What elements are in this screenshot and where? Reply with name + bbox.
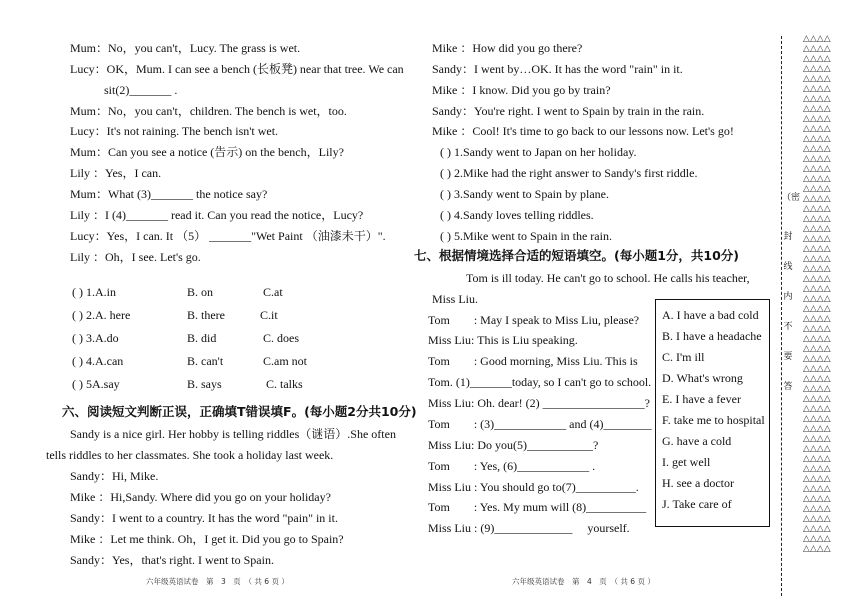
- choice-c: C. talks: [266, 377, 303, 391]
- judgement-item: ( ) 4.Sandy loves telling riddles.: [440, 208, 594, 222]
- option-item: B. I have a headache: [662, 329, 762, 343]
- judgement-item: ( ) 1.Sandy went to Japan on her holiday.: [440, 145, 637, 159]
- dialogue-line: Mike ：Let me think. Oh，I get it. Did you go to Spain?: [70, 532, 344, 546]
- option-item: F. take me to hospital: [662, 413, 765, 427]
- dialogue-line: Lily ：Oh，I see. Let's go.: [70, 250, 201, 264]
- option-item: H. see a doctor: [662, 476, 734, 490]
- choice-b: B. there: [187, 308, 225, 322]
- options-box: [655, 299, 770, 527]
- option-item: A. I have a bad cold: [662, 308, 759, 322]
- option-item: C. I'm ill: [662, 350, 705, 364]
- dialogue-line: sit(2)_______ .: [104, 83, 178, 97]
- dialogue-line: Miss Liu : You should go to(7)__________.: [428, 480, 639, 494]
- dialogue-line: Mike ：Hi,Sandy. Where did you go on your holiday?: [70, 490, 331, 504]
- dialogue-line: Lucy：OK，Mum. I can see a bench (长板凳) near that tree. We can: [70, 62, 404, 76]
- page-footer: 六年级英语试卷 第 3 页 （ 共 6 页 ）: [146, 577, 289, 586]
- choice-a: ( ) 1.A.in: [72, 285, 116, 299]
- seal-char: 封: [783, 232, 793, 242]
- intro-line: Miss Liu.: [432, 292, 479, 306]
- choice-b: B. on: [187, 285, 214, 299]
- choice-c: C.at: [263, 285, 283, 299]
- dialogue-line: Tom. (1)_______today, so I can't go to school.: [428, 375, 652, 389]
- dialogue-line: Tom : Yes. My mum will (8)__________: [428, 500, 647, 514]
- dialogue-line: Tom : Good morning, Miss Liu. This is: [428, 354, 638, 368]
- intro-line: Tom is ill today. He can't go to school. He calls his teacher,: [466, 271, 750, 285]
- dialogue-line: Lily ：I (4)_______ read it. Can you read the notice，Lucy?: [70, 208, 364, 222]
- seal-char: 答: [783, 382, 793, 392]
- choice-c: C. does: [263, 331, 299, 345]
- option-item: J. Take care of: [662, 497, 732, 511]
- option-item: D. What's wrong: [662, 371, 743, 385]
- judgement-item: ( ) 2.Mike had the right answer to Sandy's first riddle.: [440, 166, 698, 180]
- dialogue-line: Mum：No，you can't，Lucy. The grass is wet.: [70, 41, 301, 55]
- dialogue-line: Miss Liu : (9)_____________ yourself.: [428, 521, 630, 535]
- choice-c: C.it: [260, 308, 278, 322]
- option-item: E. I have a fever: [662, 392, 741, 406]
- dialogue-line: Sandy：Hi, Mike.: [70, 469, 159, 483]
- dialogue-line: Miss Liu: Do you(5)___________?: [428, 438, 599, 452]
- dialogue-line: Tom : (3)____________ and (4)________: [428, 417, 652, 431]
- page-footer: 六年级英语试卷 第 4 页 （ 共 6 页 ）: [512, 577, 655, 586]
- passage-line: Sandy is a nice girl. Her hobby is telling riddles（谜语）.She often: [70, 427, 396, 441]
- dialogue-line: Miss Liu: This is Liu speaking.: [428, 333, 578, 347]
- choice-a: ( ) 5A.say: [72, 377, 120, 391]
- dialogue-line: Lucy：Yes，I can. It （5） _______"Wet Paint （油漆未干）".: [70, 229, 386, 243]
- section-7-title: 七、根据情境选择合适的短语填空。(每小题1分，共10分): [414, 248, 740, 263]
- dialogue-line: Tom : Yes, (6)____________ .: [428, 459, 596, 473]
- dialogue-line: Tom : May I speak to Miss Liu, please?: [428, 313, 640, 327]
- choice-a: ( ) 4.A.can: [72, 354, 124, 368]
- choice-b: B. can't: [187, 354, 224, 368]
- seal-char: （密: [782, 193, 801, 203]
- option-item: I. get well: [662, 455, 711, 469]
- dialogue-line: Sandy：Yes，that's right. I went to Spain.: [70, 553, 274, 567]
- choice-c: C.am not: [263, 354, 307, 368]
- passage-line: tells riddles to her classmates. She took a holiday last week.: [46, 448, 334, 462]
- dialogue-line: Miss Liu: Oh. dear! (2) _________________?: [428, 396, 650, 410]
- judgement-item: ( ) 5.Mike went to Spain in the rain.: [440, 229, 612, 243]
- judgement-item: ( ) 3.Sandy went to Spain by plane.: [440, 187, 609, 201]
- dialogue-line: Sandy：You're right. I went to Spain by train in the rain.: [432, 104, 705, 118]
- choice-b: B. did: [187, 331, 217, 345]
- seal-char: 线: [783, 262, 793, 272]
- choice-a: ( ) 3.A.do: [72, 331, 119, 345]
- dialogue-line: Mum：No，you can't，children. The bench is wet，too.: [70, 104, 347, 118]
- dialogue-line: Sandy：I went to a country. It has the word "pain" in it.: [70, 511, 338, 525]
- dialogue-line: Sandy：I went by…OK. It has the word "rain" in it.: [432, 62, 683, 76]
- choice-a: ( ) 2.A. here: [72, 308, 131, 322]
- dialogue-line: Mum：Can you see a notice (告示) on the bench，Lily?: [70, 145, 344, 159]
- dialogue-line: Mike ：How did you go there?: [432, 41, 583, 55]
- dialogue-line: Lily ：Yes，I can.: [70, 166, 162, 180]
- seal-char: 不: [783, 322, 793, 332]
- seal-char: 要: [783, 352, 793, 362]
- choice-b: B. says: [187, 377, 222, 391]
- dialogue-line: Lucy：It's not raining. The bench isn't wet.: [70, 124, 279, 138]
- triangle-border-pattern: △△△△ △△△△ △△△△ △△△△ △△△△ △△△△ △△△△ △△△△ △△△△ △△△△ △△△△ △△△△ △△△△ △△△△ △△△△ △△△△ △△△△ △△△△ △△△△ △△△△ △△△△ △△△△ △△△△ △△△△ △△△△ △△△△ △△△△ △△△△ △△△△ △△△△ △△△△ △△△△ △△△△ △△△△ △△△△ △△△△ △△△△ △△△△ △△△△ △△△△ △△△△ △△△△ △△△△ △△△△ △△△△ △△△△ △△△△ △△△△ △△△△ △△△△ △△△△ △△△△: [803, 34, 831, 554]
- dialogue-line: Mike ：Cool! It's time to go back to our lessons now. Let's go!: [432, 124, 734, 138]
- dialogue-line: Mike ：I know. Did you go by train?: [432, 83, 611, 97]
- option-item: G. have a cold: [662, 434, 732, 448]
- seal-dashed-line: [781, 36, 782, 596]
- dialogue-line: Mum：What (3)_______ the notice say?: [70, 187, 268, 201]
- seal-char: 内: [783, 292, 793, 302]
- section-6-title: 六、阅读短文判断正误，正确填T错误填F。(每小题2分共10分): [62, 404, 417, 419]
